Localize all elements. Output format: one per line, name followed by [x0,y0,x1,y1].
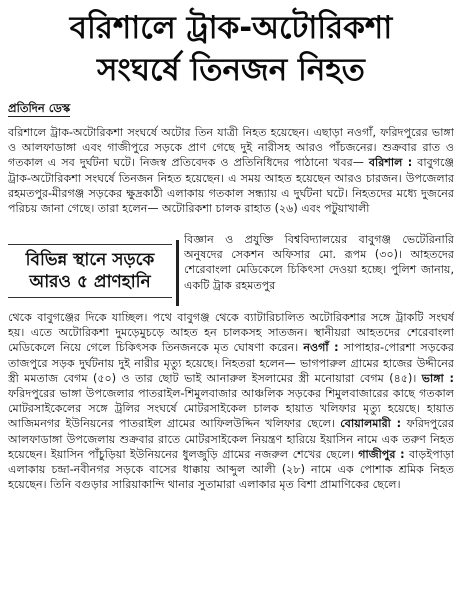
article-intro-paragraph [8,125,454,232]
body-text-b: সাপাহার-পোরশা সড়কের তাজপুরে সড়ক দুর্ঘটনায় দুই নারীর মৃত্যু হয়েছে। নিহতরা হলেন— ভাগপারুল গ্রামের হাজের উদ্দীনের স্ত্রী মমতাজ বেগম (৫০) ও তার ছোট ভাই আনারুল ইসলামের স্ত্রী মনোয়ারা বেগম (৪৫)। [8,341,454,385]
body-text-e: বাড়ইপাড়া এলাকায় চন্দ্রা-নবীনগর সড়কে বাসের ধাক্কায় আব্দুল আলী (২৮) নামে এক পোশাক শ্রমিক নিহত হয়েছেন। তিনি বগুড়ার সারিয়াকান্দি থানার সুতামারা এলাকার মৃত বিশা প্রামাণিকের ছেলে। [8,447,454,492]
article-side-column [184,232,454,308]
side-column-text: বিজ্ঞান ও প্রযুক্তি বিশ্ববিদ্যালয়ের বাবুগঞ্জ ভেটেরিনারি অনুষদের সেকশন অফিসার মো. রূপম (৩০)। আহতদের শেরেবাংলা মেডিকেলে চিকিৎসা দেওয়া হচ্ছে। পুলিশ জানায়, একটি ট্রাক রহমতপুর [184,233,454,292]
headline-line-2: সংঘর্ষে তিনজন নিহত [97,52,365,88]
headline [0,8,462,90]
pull-quote-line-1: বিভিন্ন স্থানে সড়কে [25,250,155,270]
dateline-gazipur: গাজীপুর : [358,447,405,461]
dateline-barishal: বরিশাল : [368,156,413,170]
body-text-d: ফরিদপুরের আলফাডাঙ্গা উপজেলায় শুক্রবার রাতে মোটরসাইকেল নিয়ন্ত্রণ হারিয়ে ইয়াসিন নামে এক তরুণ নিহত হয়েছেন। ইয়াসিন পাঁচুড়িয়া ইউনিয়নের ধুলজুড়ি গ্রামের নজরুল শেখের ছেলে। [8,417,454,461]
dateline-boalmari: বোয়ালমারী : [340,417,402,431]
body-text-c: ফরিদপুরের ভাঙ্গা উপজেলার পাতরাইল-শিমুলবাজার আঞ্চলিক সড়কের শিমুলবাজারের কাছে গতকাল মোটরসাইকেলের সঙ্গে ট্রলির সংঘর্ষে মোটরসাইকেল চালক হায়াত খলিফার মৃত্যু হয়েছে। হায়াত আজিমনগর ইউনিয়নের পাতরাইল গ্রামের আফিলউদ্দিন খলিফার ছেলে। [8,387,454,431]
article-body-paragraph [8,310,454,595]
intro-text: বরিশালে ট্রাক-অটোরিকশা সংঘর্ষে অটোর তিন যাত্রী নিহত হয়েছেন। এছাড়া নওগাঁ, ফরিদপুরের ভাঙ্গা ও আলফাডাঙ্গা এবং গাজীপুরে সড়কে প্রাণ গেছে দুই নারীসহ আরও পাঁচজনের। শুক্রবার রাত ও গতকাল এ সব দুর্ঘটনা ঘটে। নিজস্ব প্রতিবেদক ও প্রতিনিধিদের পাঠানো খবর— [8,126,454,170]
byline: প্রতিদিন ডেস্ক [8,101,71,115]
headline-line-1: বরিশালে ট্রাক-অটোরিকশা [69,10,393,46]
pull-quote-line-2: আরও ৫ প্রাণহানি [29,272,151,292]
barishal-text: বাবুগঞ্জে ট্রাক-অটোরিকশা সংঘর্ষে তিনজন নিহত হয়েছেন। এ সময় আহত হয়েছেন আরও চারজন। উপজেলার রহমতপুর-মীরগঞ্জ সড়কের ক্ষুদ্রকাঠী এলাকায় গতকাল সন্ধ্যায় এ দুর্ঘটনা ঘটে। নিহতদের মধ্যে দুজনের পরিচয় জানা গেছে। তারা হলেন— অটোরিকশা চালক রাহাত (২৬) এবং পটুয়াখালী [8,156,454,216]
body-text-a: থেকে বাবুগঞ্জের দিকে যাচ্ছিল। পথে বাবুগঞ্জ থেকে ব্যাটারিচালিত অটোরিকশার সঙ্গে ট্রাকটি সংঘর্ষ হয়। এতে অটোরিকশা দুমড়েমুচড়ে আহত হন চালকসহ সাতজন। স্থানীয়রা আহতদের শেরেবাংলা মেডিকেলে নিয়ে গেলে চিকিৎসক তিনজনকে মৃত ঘোষণা করেন। [8,311,454,355]
pull-quote-box [8,244,172,298]
dateline-naogaon: নওগাঁ : [303,341,339,355]
dateline-bhanga: ভাঙ্গা : [421,371,454,385]
pull-quote-divider [176,240,179,306]
